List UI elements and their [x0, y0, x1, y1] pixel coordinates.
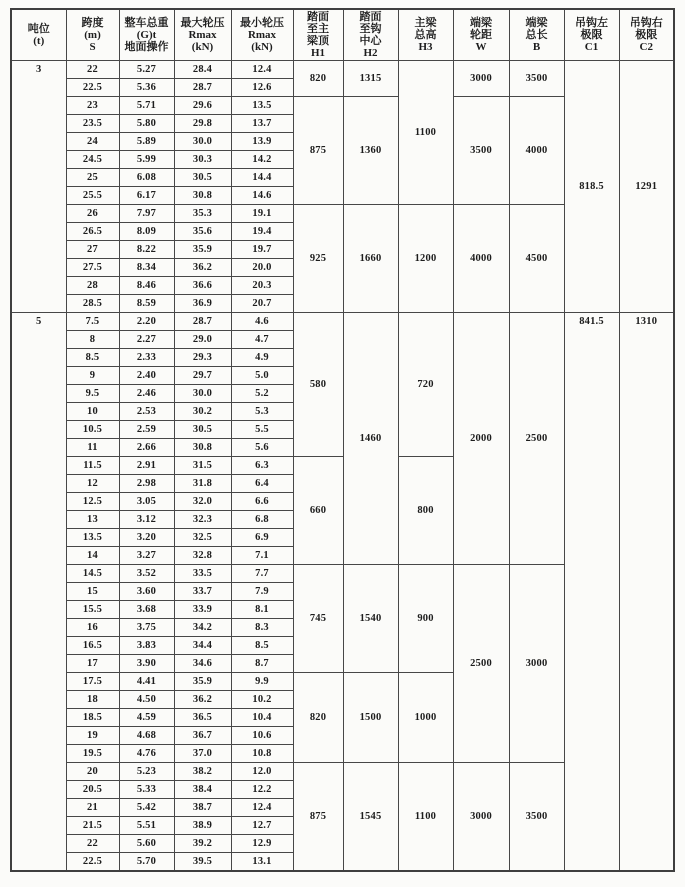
cell-h3: 1100: [398, 61, 453, 205]
cell-tonnage: 5: [11, 313, 66, 871]
column-header-b: 端梁 总长 B: [509, 9, 564, 61]
cell-max_wheel_pressure: 28.7: [174, 313, 231, 331]
cell-min_wheel_pressure: 7.9: [231, 583, 293, 601]
column-header-c1: 吊钩左 极限 C1: [564, 9, 619, 61]
cell-min_wheel_pressure: 12.4: [231, 61, 293, 79]
cell-min_wheel_pressure: 6.8: [231, 511, 293, 529]
cell-c1: 841.5: [564, 313, 619, 871]
cell-span: 21: [66, 799, 119, 817]
cell-total_weight: 8.34: [119, 259, 174, 277]
cell-span: 18: [66, 691, 119, 709]
cell-h3: 1100: [398, 763, 453, 871]
cell-total_weight: 5.51: [119, 817, 174, 835]
cell-max_wheel_pressure: 32.8: [174, 547, 231, 565]
cell-max_wheel_pressure: 32.3: [174, 511, 231, 529]
cell-total_weight: 6.17: [119, 187, 174, 205]
column-header-c2: 吊钩右 极限 C2: [619, 9, 674, 61]
cell-h1: 660: [293, 457, 343, 565]
cell-total_weight: 5.23: [119, 763, 174, 781]
cell-max_wheel_pressure: 39.2: [174, 835, 231, 853]
cell-min_wheel_pressure: 20.0: [231, 259, 293, 277]
cell-w: 4000: [453, 205, 509, 313]
cell-max_wheel_pressure: 34.4: [174, 637, 231, 655]
cell-max_wheel_pressure: 35.3: [174, 205, 231, 223]
cell-h2: 1460: [343, 313, 398, 565]
cell-max_wheel_pressure: 36.5: [174, 709, 231, 727]
cell-total_weight: 5.36: [119, 79, 174, 97]
cell-h1: 820: [293, 61, 343, 97]
cell-min_wheel_pressure: 14.6: [231, 187, 293, 205]
cell-total_weight: 3.12: [119, 511, 174, 529]
cell-min_wheel_pressure: 10.8: [231, 745, 293, 763]
cell-w: 3000: [453, 763, 509, 871]
cell-span: 17: [66, 655, 119, 673]
cell-min_wheel_pressure: 5.5: [231, 421, 293, 439]
cell-total_weight: 6.08: [119, 169, 174, 187]
cell-total_weight: 2.66: [119, 439, 174, 457]
cell-span: 16.5: [66, 637, 119, 655]
cell-span: 10: [66, 403, 119, 421]
cell-max_wheel_pressure: 36.6: [174, 277, 231, 295]
cell-span: 19.5: [66, 745, 119, 763]
cell-tonnage: 3: [11, 61, 66, 313]
cell-span: 15: [66, 583, 119, 601]
cell-h2: 1315: [343, 61, 398, 97]
cell-span: 22: [66, 835, 119, 853]
cell-span: 11: [66, 439, 119, 457]
cell-span: 7.5: [66, 313, 119, 331]
cell-max_wheel_pressure: 29.7: [174, 367, 231, 385]
cell-b: 3500: [509, 61, 564, 97]
cell-span: 21.5: [66, 817, 119, 835]
cell-max_wheel_pressure: 29.0: [174, 331, 231, 349]
cell-max_wheel_pressure: 32.5: [174, 529, 231, 547]
cell-max_wheel_pressure: 36.2: [174, 259, 231, 277]
cell-total_weight: 3.27: [119, 547, 174, 565]
cell-max_wheel_pressure: 34.2: [174, 619, 231, 637]
cell-b: 4000: [509, 97, 564, 205]
cell-min_wheel_pressure: 14.4: [231, 169, 293, 187]
cell-total_weight: 4.68: [119, 727, 174, 745]
cell-h1: 875: [293, 97, 343, 205]
cell-span: 24.5: [66, 151, 119, 169]
cell-max_wheel_pressure: 32.0: [174, 493, 231, 511]
cell-min_wheel_pressure: 6.4: [231, 475, 293, 493]
cell-span: 20.5: [66, 781, 119, 799]
cell-span: 23.5: [66, 115, 119, 133]
cell-min_wheel_pressure: 19.1: [231, 205, 293, 223]
cell-max_wheel_pressure: 39.5: [174, 853, 231, 871]
cell-span: 22.5: [66, 853, 119, 871]
cell-total_weight: 3.60: [119, 583, 174, 601]
cell-min_wheel_pressure: 10.2: [231, 691, 293, 709]
cell-b: 3000: [509, 565, 564, 763]
cell-total_weight: 3.05: [119, 493, 174, 511]
cell-min_wheel_pressure: 6.6: [231, 493, 293, 511]
cell-total_weight: 4.41: [119, 673, 174, 691]
cell-total_weight: 2.33: [119, 349, 174, 367]
cell-min_wheel_pressure: 9.9: [231, 673, 293, 691]
cell-max_wheel_pressure: 30.5: [174, 421, 231, 439]
cell-min_wheel_pressure: 12.6: [231, 79, 293, 97]
cell-min_wheel_pressure: 12.2: [231, 781, 293, 799]
cell-span: 20: [66, 763, 119, 781]
cell-span: 9: [66, 367, 119, 385]
crane-spec-table: [10, 8, 675, 872]
cell-span: 16: [66, 619, 119, 637]
cell-total_weight: 5.80: [119, 115, 174, 133]
cell-w: 2000: [453, 313, 509, 565]
cell-min_wheel_pressure: 6.3: [231, 457, 293, 475]
cell-span: 25.5: [66, 187, 119, 205]
cell-min_wheel_pressure: 4.9: [231, 349, 293, 367]
cell-max_wheel_pressure: 38.2: [174, 763, 231, 781]
cell-total_weight: 4.50: [119, 691, 174, 709]
cell-min_wheel_pressure: 5.3: [231, 403, 293, 421]
cell-max_wheel_pressure: 33.7: [174, 583, 231, 601]
column-header-tonnage: 吨位 (t): [11, 9, 66, 61]
cell-min_wheel_pressure: 13.1: [231, 853, 293, 871]
cell-h3: 900: [398, 565, 453, 673]
cell-max_wheel_pressure: 35.6: [174, 223, 231, 241]
cell-h2: 1545: [343, 763, 398, 871]
cell-total_weight: 8.46: [119, 277, 174, 295]
cell-h3: 720: [398, 313, 453, 457]
cell-h2: 1660: [343, 205, 398, 313]
cell-total_weight: 7.97: [119, 205, 174, 223]
cell-min_wheel_pressure: 5.6: [231, 439, 293, 457]
cell-min_wheel_pressure: 8.3: [231, 619, 293, 637]
cell-min_wheel_pressure: 10.6: [231, 727, 293, 745]
cell-total_weight: 5.89: [119, 133, 174, 151]
cell-max_wheel_pressure: 36.7: [174, 727, 231, 745]
cell-total_weight: 3.83: [119, 637, 174, 655]
cell-max_wheel_pressure: 30.8: [174, 439, 231, 457]
cell-span: 26.5: [66, 223, 119, 241]
cell-max_wheel_pressure: 29.3: [174, 349, 231, 367]
cell-max_wheel_pressure: 37.0: [174, 745, 231, 763]
cell-max_wheel_pressure: 30.5: [174, 169, 231, 187]
cell-total_weight: 8.22: [119, 241, 174, 259]
cell-max_wheel_pressure: 38.4: [174, 781, 231, 799]
cell-max_wheel_pressure: 29.6: [174, 97, 231, 115]
cell-total_weight: 5.33: [119, 781, 174, 799]
cell-span: 12.5: [66, 493, 119, 511]
cell-span: 28: [66, 277, 119, 295]
table-header: [11, 9, 674, 61]
cell-total_weight: 5.27: [119, 61, 174, 79]
cell-total_weight: 3.20: [119, 529, 174, 547]
cell-span: 28.5: [66, 295, 119, 313]
cell-span: 9.5: [66, 385, 119, 403]
cell-span: 11.5: [66, 457, 119, 475]
cell-min_wheel_pressure: 4.6: [231, 313, 293, 331]
cell-max_wheel_pressure: 30.3: [174, 151, 231, 169]
cell-span: 27: [66, 241, 119, 259]
cell-max_wheel_pressure: 38.9: [174, 817, 231, 835]
cell-max_wheel_pressure: 29.8: [174, 115, 231, 133]
cell-b: 4500: [509, 205, 564, 313]
cell-h1: 745: [293, 565, 343, 673]
cell-span: 22: [66, 61, 119, 79]
cell-total_weight: 2.40: [119, 367, 174, 385]
cell-min_wheel_pressure: 6.9: [231, 529, 293, 547]
cell-total_weight: 2.59: [119, 421, 174, 439]
cell-total_weight: 3.52: [119, 565, 174, 583]
cell-min_wheel_pressure: 13.5: [231, 97, 293, 115]
cell-max_wheel_pressure: 30.2: [174, 403, 231, 421]
cell-total_weight: 5.70: [119, 853, 174, 871]
cell-min_wheel_pressure: 12.7: [231, 817, 293, 835]
cell-min_wheel_pressure: 14.2: [231, 151, 293, 169]
column-header-h1: 踏面 至主 梁顶 H1: [293, 9, 343, 61]
cell-h1: 875: [293, 763, 343, 871]
cell-total_weight: 3.68: [119, 601, 174, 619]
cell-min_wheel_pressure: 8.5: [231, 637, 293, 655]
table-row: [11, 61, 674, 79]
cell-min_wheel_pressure: 7.1: [231, 547, 293, 565]
cell-span: 14.5: [66, 565, 119, 583]
cell-total_weight: 3.90: [119, 655, 174, 673]
cell-span: 12: [66, 475, 119, 493]
cell-min_wheel_pressure: 13.9: [231, 133, 293, 151]
cell-min_wheel_pressure: 10.4: [231, 709, 293, 727]
cell-max_wheel_pressure: 33.9: [174, 601, 231, 619]
cell-span: 17.5: [66, 673, 119, 691]
cell-max_wheel_pressure: 30.0: [174, 133, 231, 151]
cell-max_wheel_pressure: 35.9: [174, 241, 231, 259]
cell-min_wheel_pressure: 19.4: [231, 223, 293, 241]
cell-min_wheel_pressure: 12.4: [231, 799, 293, 817]
cell-total_weight: 5.71: [119, 97, 174, 115]
column-header-total_weight: 整车总重 (G)t 地面操作: [119, 9, 174, 61]
cell-span: 25: [66, 169, 119, 187]
cell-min_wheel_pressure: 5.0: [231, 367, 293, 385]
cell-span: 15.5: [66, 601, 119, 619]
cell-h2: 1500: [343, 673, 398, 763]
cell-total_weight: 8.09: [119, 223, 174, 241]
cell-h1: 925: [293, 205, 343, 313]
cell-max_wheel_pressure: 33.5: [174, 565, 231, 583]
cell-w: 3500: [453, 97, 509, 205]
cell-span: 24: [66, 133, 119, 151]
column-header-span: 跨度 (m) S: [66, 9, 119, 61]
cell-max_wheel_pressure: 35.9: [174, 673, 231, 691]
cell-total_weight: 2.20: [119, 313, 174, 331]
cell-max_wheel_pressure: 31.8: [174, 475, 231, 493]
cell-span: 14: [66, 547, 119, 565]
cell-span: 23: [66, 97, 119, 115]
cell-span: 8: [66, 331, 119, 349]
cell-span: 13: [66, 511, 119, 529]
cell-span: 27.5: [66, 259, 119, 277]
cell-h1: 580: [293, 313, 343, 457]
cell-total_weight: 5.99: [119, 151, 174, 169]
cell-span: 10.5: [66, 421, 119, 439]
column-header-w: 端梁 轮距 W: [453, 9, 509, 61]
cell-max_wheel_pressure: 36.9: [174, 295, 231, 313]
cell-max_wheel_pressure: 34.6: [174, 655, 231, 673]
cell-w: 3000: [453, 61, 509, 97]
cell-min_wheel_pressure: 4.7: [231, 331, 293, 349]
cell-total_weight: 5.42: [119, 799, 174, 817]
cell-max_wheel_pressure: 28.4: [174, 61, 231, 79]
cell-h3: 800: [398, 457, 453, 565]
cell-max_wheel_pressure: 30.0: [174, 385, 231, 403]
cell-w: 2500: [453, 565, 509, 763]
cell-span: 18.5: [66, 709, 119, 727]
cell-max_wheel_pressure: 30.8: [174, 187, 231, 205]
cell-h2: 1540: [343, 565, 398, 673]
cell-total_weight: 2.46: [119, 385, 174, 403]
column-header-max_wheel_pressure: 最大轮压 Rmax (kN): [174, 9, 231, 61]
cell-total_weight: 4.59: [119, 709, 174, 727]
column-header-min_wheel_pressure: 最小轮压 Rmax (kN): [231, 9, 293, 61]
cell-h2: 1360: [343, 97, 398, 205]
cell-min_wheel_pressure: 7.7: [231, 565, 293, 583]
cell-c2: 1291: [619, 61, 674, 313]
cell-min_wheel_pressure: 13.7: [231, 115, 293, 133]
cell-max_wheel_pressure: 31.5: [174, 457, 231, 475]
cell-span: 8.5: [66, 349, 119, 367]
cell-min_wheel_pressure: 19.7: [231, 241, 293, 259]
table-row: [11, 313, 674, 331]
cell-total_weight: 2.98: [119, 475, 174, 493]
cell-c1: 818.5: [564, 61, 619, 313]
table-body: [11, 61, 674, 871]
cell-b: 3500: [509, 763, 564, 871]
column-header-h3: 主梁 总高 H3: [398, 9, 453, 61]
column-header-h2: 踏面 至钩 中心 H2: [343, 9, 398, 61]
cell-total_weight: 5.60: [119, 835, 174, 853]
cell-min_wheel_pressure: 12.0: [231, 763, 293, 781]
cell-total_weight: 3.75: [119, 619, 174, 637]
cell-h1: 820: [293, 673, 343, 763]
cell-min_wheel_pressure: 20.3: [231, 277, 293, 295]
cell-h3: 1000: [398, 673, 453, 763]
cell-total_weight: 2.27: [119, 331, 174, 349]
cell-min_wheel_pressure: 8.7: [231, 655, 293, 673]
cell-span: 22.5: [66, 79, 119, 97]
cell-min_wheel_pressure: 8.1: [231, 601, 293, 619]
cell-total_weight: 8.59: [119, 295, 174, 313]
table-header-row: [11, 9, 674, 61]
cell-min_wheel_pressure: 20.7: [231, 295, 293, 313]
cell-span: 13.5: [66, 529, 119, 547]
cell-span: 19: [66, 727, 119, 745]
cell-c2: 1310: [619, 313, 674, 871]
cell-span: 26: [66, 205, 119, 223]
cell-max_wheel_pressure: 28.7: [174, 79, 231, 97]
cell-min_wheel_pressure: 12.9: [231, 835, 293, 853]
cell-total_weight: 4.76: [119, 745, 174, 763]
cell-max_wheel_pressure: 36.2: [174, 691, 231, 709]
cell-total_weight: 2.91: [119, 457, 174, 475]
cell-h3: 1200: [398, 205, 453, 313]
cell-total_weight: 2.53: [119, 403, 174, 421]
cell-max_wheel_pressure: 38.7: [174, 799, 231, 817]
cell-b: 2500: [509, 313, 564, 565]
cell-min_wheel_pressure: 5.2: [231, 385, 293, 403]
